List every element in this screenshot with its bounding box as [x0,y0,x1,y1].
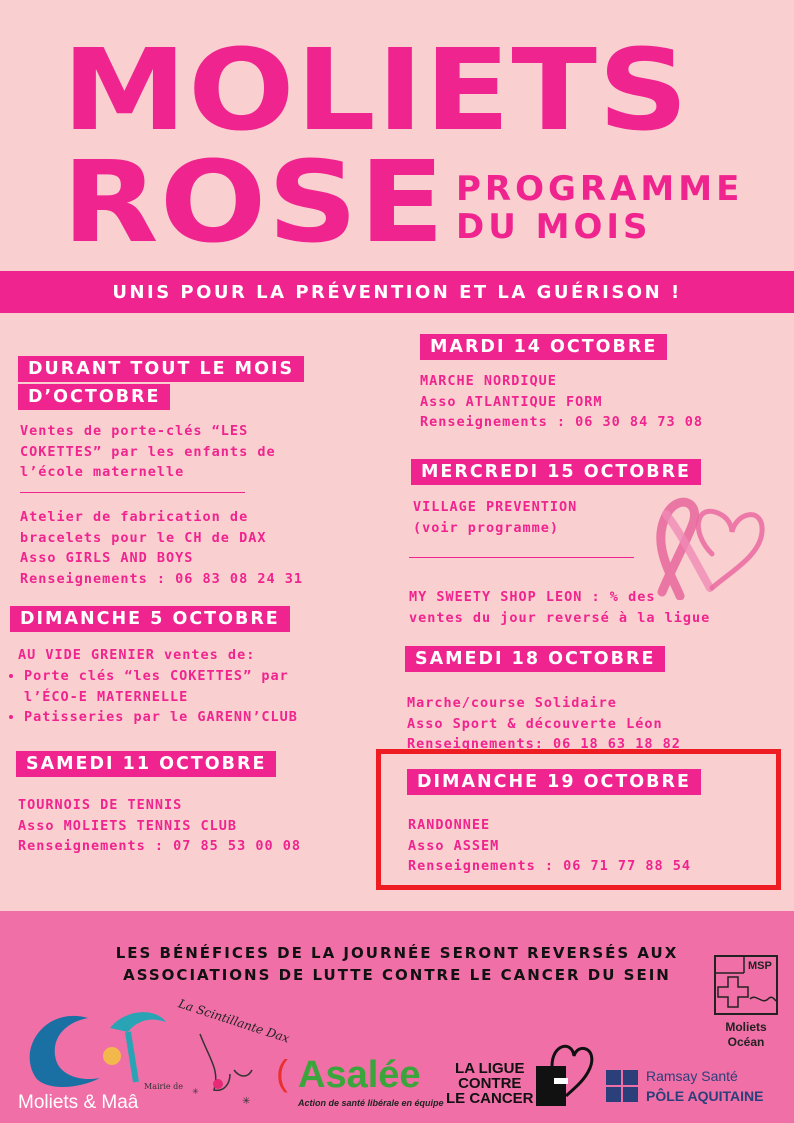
m14-text [420,371,703,433]
ramsay-logo-icon [606,1070,638,1102]
logo-ramsay-sub: PÔLE AQUITAINE [646,1088,764,1104]
ligue-line: LA LIGUE [455,1060,525,1077]
logo-moliets-text: Moliets & Maâ [18,1092,139,1113]
text-line: COKETTES” par les enfants de [20,443,276,460]
ligue-line: CONTRE [458,1075,522,1092]
logo-mairie-text: Mairie de [144,1082,184,1091]
footer-line-1: LES BÉNÉFICES DE LA JOURNÉE SERONT REVERSÉS AUX [115,944,679,962]
scintillante-silhouette-logo [190,1030,260,1110]
logo-ligue [446,1061,534,1106]
asalee-mark-icon: ( [276,1052,288,1093]
logo-asalee-sub: Action de santé libérale en équipe [298,1098,444,1108]
heading-samedi-11: SAMEDI 11 OCTOBRE [16,751,276,777]
text-line: TOURNOIS DE TENNIS [18,797,183,813]
ligue-line: LE CANCER [446,1090,534,1107]
heading-month: DURANT TOUT LE MOIS [18,356,304,382]
text-line: MARCHE NORDIQUE [420,373,557,389]
text-line: Atelier de fabrication de [20,509,249,525]
s11-text [18,795,301,857]
list-item: • Patisseries par le GARENN’CLUB [24,707,298,728]
list-item: • Porte clés “les COKETTES” par l’ÉCO-E MATERNELLE [24,666,298,707]
ligue-heart-logo [532,1040,596,1110]
text-line: Renseignements : 07 85 53 00 08 [18,838,301,854]
text-line: (voir programme) [413,519,560,536]
heading-mercredi-15: MERCREDI 15 OCTOBRE [411,459,701,485]
text-line: Asso MOLIETS TENNIS CLUB [18,817,238,834]
text-line: Renseignements : 06 83 08 24 31 [20,570,303,587]
heading-dimanche-5: DIMANCHE 5 OCTOBRE [10,606,290,632]
text-line: MY SWEETY SHOP LEON : % des [409,589,656,605]
subtitle-line2: DU MOIS [456,207,652,247]
text-line: ventes du jour reversé à la ligue [409,609,711,626]
title-rose: ROSE [62,138,446,268]
w15-text-2 [409,587,710,628]
d5-intro: AU VIDE GRENIER ventes de: [18,647,256,663]
text-line: l’école maternelle [20,464,185,480]
text-line: VILLAGE PREVENTION [413,499,578,515]
highlight-box [376,749,781,890]
logo-scintillante-text: La Scintillante Dax [176,996,292,1046]
subtitle-line1: PROGRAMME [456,169,744,209]
text-line: Renseignements : 06 71 77 88 54 [408,858,691,874]
logo-asalee-text: Asalée [298,1054,421,1096]
pink-ribbon-heart-icon [640,492,768,600]
month-text-2 [20,507,303,589]
divider [409,557,634,558]
heading-month-2: D’OCTOBRE [18,384,170,410]
msp-line: Moliets [725,1020,767,1034]
w15-text [413,497,577,538]
text-line: Renseignements: 06 18 63 18 82 [407,736,681,752]
text-line: Asso ASSEM [408,837,500,854]
s18-text [407,693,681,755]
month-text-1 [20,421,276,483]
title-moliets: MOLIETS [62,26,690,156]
footer-line-2: ASSOCIATIONS DE LUTTE CONTRE LE CANCER DU SEIN [123,966,671,984]
text-line: Marche/course Solidaire [407,695,617,711]
text-line: Asso Sport & découverte Léon [407,715,663,732]
heading-samedi-18: SAMEDI 18 OCTOBRE [405,646,665,672]
heading-dimanche-19: DIMANCHE 19 OCTOBRE [407,769,701,795]
svg-text:✳: ✳ [242,1096,251,1107]
text-line: Renseignements : 06 30 84 73 08 [420,414,703,430]
d5-list [0,666,298,728]
divider [20,492,245,493]
logo-msp-name [714,1020,778,1050]
text-line: Asso ATLANTIQUE FORM [420,393,603,410]
heading-mardi-14: MARDI 14 OCTOBRE [420,334,667,360]
moliets-maa-wave-logo [16,998,172,1090]
msp-line: Océan [727,1035,765,1049]
subtitle [456,170,743,246]
logo-ramsay-text: Ramsay Santé [646,1068,738,1084]
text-line: bracelets pour le CH de DAX [20,529,267,546]
text-line: Asso GIRLS AND BOYS [20,550,194,566]
text-line: Ventes de porte-clés “LES [20,423,249,439]
svg-text:✳: ✳ [192,1087,199,1096]
logo-msp-text: MSP [748,960,772,972]
slogan-banner: UNIS POUR LA PRÉVENTION ET LA GUÉRISON ! [0,271,794,313]
text-line: RANDONNEE [408,817,491,833]
